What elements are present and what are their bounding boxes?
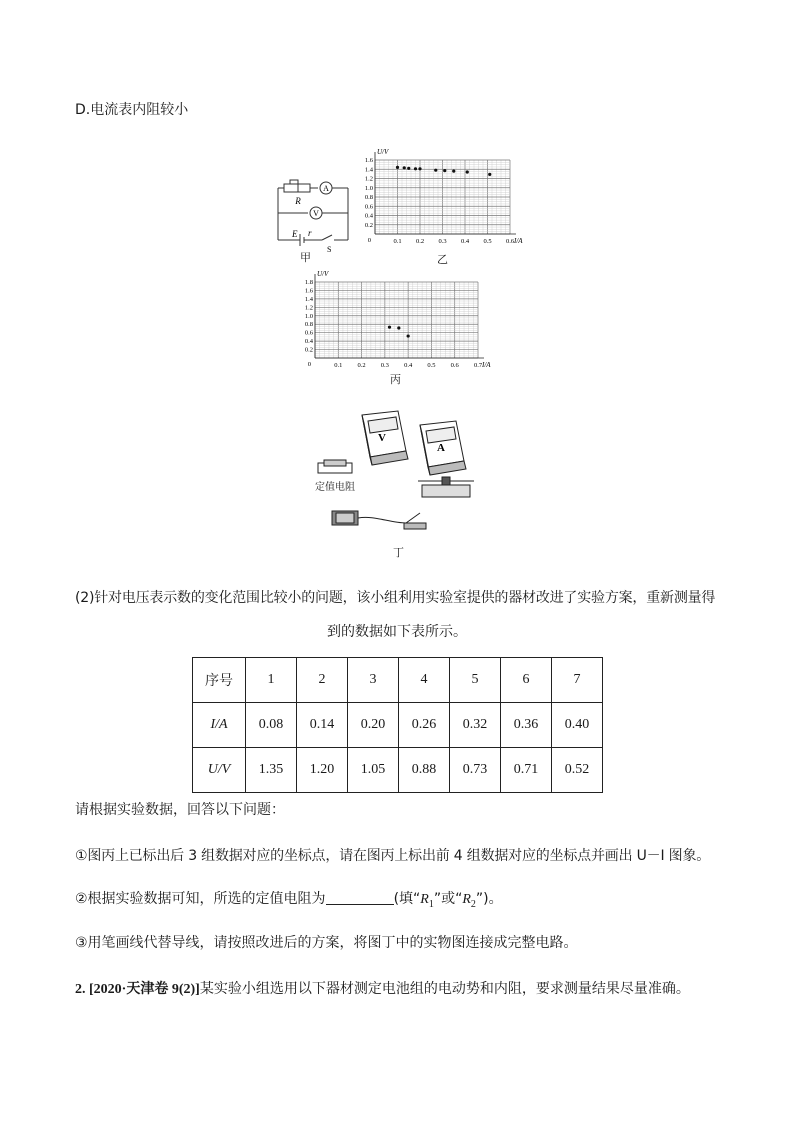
y-tick-label: 1.0 <box>304 312 313 320</box>
table-cell: 0.73 <box>450 748 501 793</box>
data-point <box>397 326 400 329</box>
table-row-index <box>193 658 603 703</box>
table-cell: 0.26 <box>399 703 450 748</box>
y-tick-label: 0.2 <box>304 346 313 354</box>
fixed-resistor-label: 定值电阻 <box>315 482 355 493</box>
rheostat-r <box>284 184 310 192</box>
item-2 <box>75 889 503 915</box>
figure-label-ding: 丁 <box>393 547 404 559</box>
apparatus-a-label: A <box>437 442 445 454</box>
x-tick-label: 0.6 <box>505 238 515 245</box>
item-2-open: (填“ <box>393 891 421 907</box>
row-header: U/V <box>193 748 246 793</box>
item-2-close: ”)。 <box>475 891 503 907</box>
table-cell: 3 <box>348 658 399 703</box>
data-point <box>403 166 406 169</box>
label-e: E <box>292 229 298 239</box>
figure-label-bing: 丙 <box>390 374 401 386</box>
label-a: A <box>323 184 329 193</box>
data-point <box>407 167 410 170</box>
item-2-mid: ”或“ <box>433 891 463 907</box>
data-point <box>434 169 437 172</box>
data-point <box>466 170 469 173</box>
label-r-rheostat: R <box>295 196 301 206</box>
x-tick-label: 0.7 <box>473 362 483 369</box>
data-point <box>407 334 410 337</box>
circuit-diagram-jia <box>270 170 360 260</box>
table-cell: 1.35 <box>246 748 297 793</box>
apparatus-ding <box>310 405 485 540</box>
question-2-text: 某实验小组选用以下器材测定电池组的电动势和内阻，要求测量结果尽量准确。 <box>199 981 690 997</box>
label-v: V <box>313 209 319 218</box>
data-point <box>414 167 417 170</box>
table-cell: 0.20 <box>348 703 399 748</box>
apparatus-v-label: V <box>378 432 386 444</box>
r2-symbol: R <box>462 892 471 907</box>
y-tick-label: 0.4 <box>304 338 313 346</box>
question-2-tag: 2. [2020·天津卷 9(2)] <box>75 982 200 997</box>
origin-label: 0 <box>367 237 371 244</box>
x-tick-label: 0.3 <box>380 362 389 369</box>
row-header: 序号 <box>193 658 246 703</box>
label-s: S <box>327 245 332 254</box>
x-tick-label: 0.1 <box>393 238 402 245</box>
y-tick-label: 1.2 <box>364 175 373 183</box>
table-cell: 0.52 <box>552 748 603 793</box>
switch-device <box>404 523 426 529</box>
x-tick-label: 0.4 <box>460 238 470 245</box>
figure-label-yi: 乙 <box>437 254 448 266</box>
question-2-heading <box>75 979 690 1000</box>
data-point <box>443 169 446 172</box>
y-tick-label: 1.4 <box>304 295 313 303</box>
item-1: ①图丙上已标出后 3 组数据对应的坐标点，请在图丙上标出前 4 组数据对应的坐标点并画出 U－I 图象。 <box>75 848 711 864</box>
question-2-line1: (2)针对电压表示数的变化范围比较小的问题，该小组利用实验室提供的器材改进了实验方案，重新测量得 <box>75 590 716 606</box>
table-cell: 4 <box>399 658 450 703</box>
table-cell: 0.32 <box>450 703 501 748</box>
y-tick-label: 1.6 <box>364 157 373 164</box>
table-cell: 0.71 <box>501 748 552 793</box>
origin-label: 0 <box>307 361 311 368</box>
y-tick-label: 1.8 <box>304 279 313 286</box>
x-tick-label: 0.1 <box>334 362 343 369</box>
figure-label-jia: 甲 <box>300 252 311 264</box>
y-tick-label: 1.2 <box>304 304 313 312</box>
x-tick-label: 0.5 <box>483 238 492 245</box>
y-tick-label: 0.8 <box>304 321 313 329</box>
table-cell: 1 <box>246 658 297 703</box>
data-point <box>488 173 491 176</box>
table-cell: 0.40 <box>552 703 603 748</box>
y-tick-label: 1.0 <box>364 184 373 192</box>
x-tick-label: 0.3 <box>438 238 447 245</box>
table-cell: 0.36 <box>501 703 552 748</box>
data-point <box>418 167 421 170</box>
question-2-line2: 到的数据如下表所示。 <box>327 624 467 640</box>
data-table <box>192 657 603 793</box>
chart-yi <box>355 140 535 255</box>
y-tick-label: 0.8 <box>364 194 373 201</box>
x-tick-label: 0.2 <box>415 238 425 245</box>
x-tick-label: 0.5 <box>427 362 436 369</box>
answer-blank[interactable] <box>326 890 394 905</box>
y-tick-label: 0.6 <box>364 203 373 211</box>
y-tick-label: 0.6 <box>304 329 313 337</box>
table-cell: 5 <box>450 658 501 703</box>
table-cell: 7 <box>552 658 603 703</box>
x-tick-label: 0.6 <box>450 362 459 369</box>
r1-symbol: R <box>420 892 429 907</box>
option-d: D.电流表内阻较小 <box>75 102 189 118</box>
r2-subscript: 2 <box>470 898 476 910</box>
data-point <box>396 166 399 169</box>
table-cell: 1.20 <box>297 748 348 793</box>
table-row-current <box>193 703 603 748</box>
row-header: I/A <box>193 703 246 748</box>
switch-s <box>322 235 332 240</box>
y-axis-label: U/V <box>317 270 329 278</box>
table-cell: 0.14 <box>297 703 348 748</box>
item-3: ③用笔画线代替导线，请按照改进后的方案，将图丁中的实物图连接成完整电路。 <box>75 935 578 951</box>
y-axis-label: U/V <box>377 148 389 156</box>
answer-prompt: 请根据实验数据，回答以下问题： <box>75 802 285 818</box>
y-tick-label: 1.4 <box>364 166 373 174</box>
x-tick-label: 0.2 <box>357 362 366 369</box>
x-axis-label: I/A <box>482 361 491 369</box>
y-tick-label: 0.2 <box>364 221 373 229</box>
rheostat-device <box>422 485 470 497</box>
label-internal-r: r <box>308 228 312 238</box>
x-tick-label: 0.4 <box>404 362 413 369</box>
data-point <box>452 170 455 173</box>
chart-bing <box>285 262 500 372</box>
table-cell: 1.05 <box>348 748 399 793</box>
table-cell: 6 <box>501 658 552 703</box>
table-cell: 0.08 <box>246 703 297 748</box>
table-cell: 2 <box>297 658 348 703</box>
table-row-voltage <box>193 748 603 793</box>
y-tick-label: 0.4 <box>364 212 373 220</box>
r1-subscript: 1 <box>428 898 434 910</box>
y-tick-label: 1.6 <box>304 287 313 295</box>
data-point <box>388 326 391 329</box>
item-2-text: ②根据实验数据可知，所选的定值电阻为 <box>75 891 326 907</box>
table-cell: 0.88 <box>399 748 450 793</box>
x-axis-label: I/A <box>514 237 523 245</box>
